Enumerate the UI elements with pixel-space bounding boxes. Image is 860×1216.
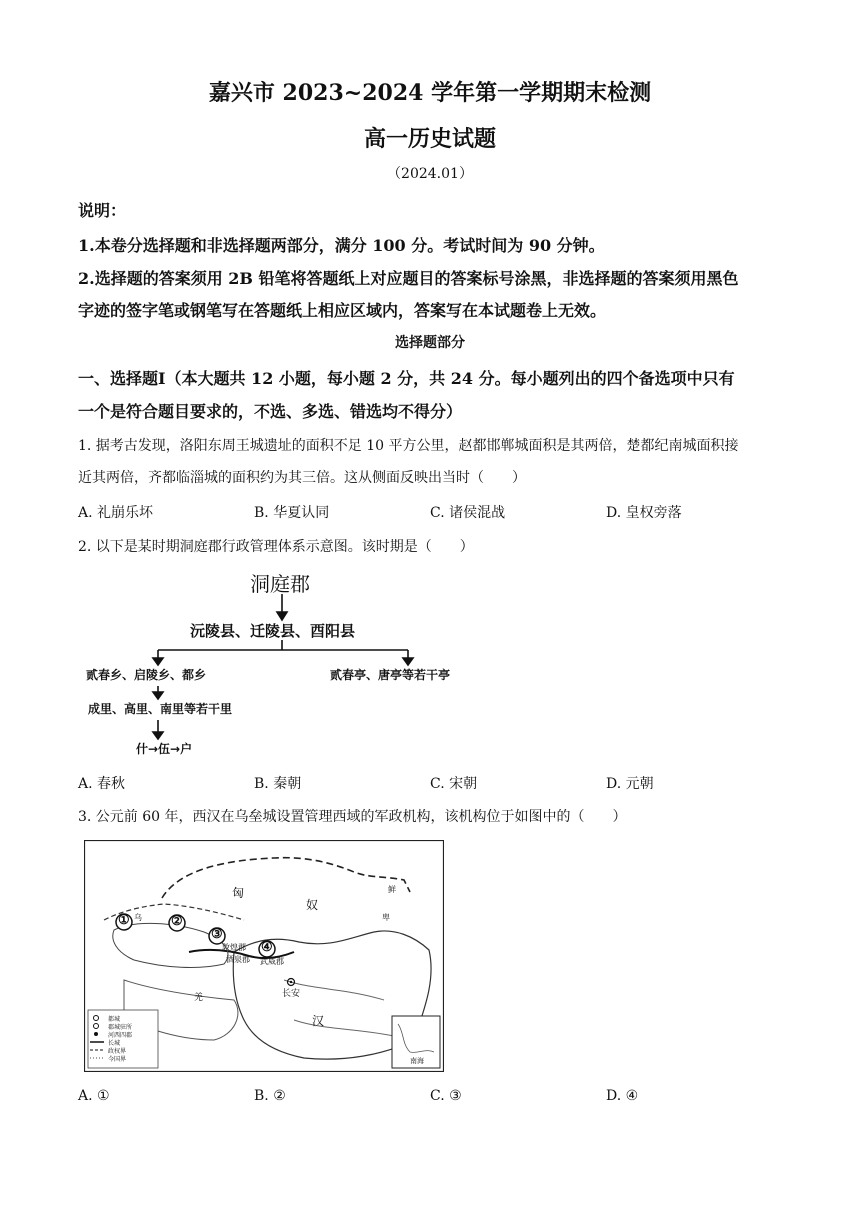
legend-label-modern-border: 今国界 — [108, 1056, 127, 1063]
label-bei: 卑 — [382, 913, 390, 922]
western-han-map — [84, 840, 444, 1072]
arrow-head — [277, 612, 287, 620]
diagram-household: 什→伍→户 — [136, 742, 193, 756]
q1-option-c[interactable]: C. 诸侯混战 — [430, 505, 506, 521]
label-jiuquan: 酒泉郡 — [226, 955, 250, 964]
legend-label-hexi: 河西四郡 — [108, 1032, 133, 1039]
label-south-sea: 南海 — [410, 1057, 424, 1065]
exam-date: （2024.01） — [387, 166, 473, 182]
marker-3: ③ — [211, 927, 223, 942]
q2-option-a[interactable]: A. 春秋 — [78, 776, 126, 792]
q2-admin-diagram — [78, 564, 498, 760]
q1-stem-line-1: 1. 据考古发现，洛阳东周王城遗址的面积不足 10 平方公里，赵都邯郸城面积是其两倍，楚都纪南城面积接 — [78, 438, 739, 454]
arrow-head — [153, 658, 163, 665]
changan-marker-dot — [290, 981, 292, 983]
q2-stem: 2. 以下是某时期洞庭郡行政管理体系示意图。该时期是（ ） — [78, 539, 474, 555]
label-xiongnu-2: 奴 — [306, 898, 319, 912]
instruction-item-2-line-1: 2.选择题的答案须用 2B 铅笔将答题纸上对应题目的答案标号涂黑，非选择题的答案须用黑色 — [78, 269, 739, 288]
arrow-head — [153, 732, 163, 739]
q3-stem: 3. 公元前 60 年，西汉在乌垒城设置管理西域的军政机构，该机构位于如图中的（ ） — [78, 809, 627, 825]
q1-stem-line-2: 近其两倍，齐都临淄城的面积约为其三倍。这从侧面反映出当时（ ） — [78, 470, 526, 486]
legend-label-border: 政权界 — [108, 1048, 127, 1055]
diagram-xiang: 贰春乡、启陵乡、都乡 — [86, 668, 207, 682]
q2-option-c[interactable]: C. 宋朝 — [430, 776, 478, 792]
section-title: 选择题部分 — [395, 335, 465, 351]
legend-label-capital: 都城 — [108, 1016, 121, 1023]
label-han: 汉 — [312, 1014, 325, 1028]
instruction-item-1: 1.本卷分选择题和非选择题两部分，满分 100 分。考试时间为 90 分钟。 — [78, 236, 605, 255]
label-qiang: 羌 — [194, 993, 204, 1003]
q3-option-d[interactable]: D. ④ — [606, 1088, 639, 1104]
diagram-li: 成里、高里、南里等若干里 — [88, 702, 233, 716]
q3-option-a[interactable]: A. ① — [78, 1088, 110, 1104]
instruction-item-2-line-2: 字迹的签字笔或钢笔写在答题纸上相应区域内，答案写在本试题卷上无效。 — [78, 301, 607, 320]
legend-hexi-symbol — [94, 1032, 98, 1036]
marker-4: ④ — [261, 940, 273, 955]
marker-1: ① — [118, 913, 130, 928]
label-xiongnu-1: 匈 — [232, 886, 245, 900]
arrow-head — [153, 692, 163, 699]
diagram-ting: 贰春亭、唐亭等若干亭 — [330, 668, 451, 682]
instructions-heading: 说明： — [78, 201, 127, 220]
q2-option-b[interactable]: B. 秦朝 — [254, 776, 302, 792]
part-heading-line-1: 一、选择题Ⅰ（本大题共 12 小题，每小题 2 分，共 24 分。每小题列出的四个备选项中只有 — [78, 369, 735, 388]
exam-subtitle: 高一历史试题 — [363, 126, 496, 152]
part-heading-line-2: 一个是符合题目要求的，不选、多选、错选均不得分） — [78, 402, 463, 421]
label-wusun: 乌 — [134, 913, 142, 922]
q1-option-d[interactable]: D. 皇权旁落 — [606, 505, 682, 521]
label-wuwei: 武威郡 — [260, 957, 284, 966]
legend-label-wall: 长城 — [108, 1040, 121, 1047]
diagram-commandery: 洞庭郡 — [250, 572, 310, 596]
q1-option-a[interactable]: A. 礼崩乐坏 — [78, 505, 154, 521]
label-dunhuang: 敦煌郡 — [222, 943, 246, 952]
marker-2: ② — [171, 914, 183, 929]
label-xian: 鲜 — [388, 885, 396, 894]
q3-option-b[interactable]: B. ② — [254, 1088, 286, 1104]
q2-option-d[interactable]: D. 元朝 — [606, 776, 654, 792]
diagram-counties: 沅陵县、迁陵县、酉阳县 — [190, 622, 356, 640]
exam-title: 嘉兴市 2023~2024 学年第一学期期末检测 — [208, 80, 652, 106]
label-changan: 长安 — [282, 989, 301, 999]
legend-label-seat: 郡城驻所 — [108, 1024, 133, 1031]
q3-option-c[interactable]: C. ③ — [430, 1088, 462, 1104]
arrow-head — [403, 658, 413, 665]
q1-option-b[interactable]: B. 华夏认同 — [254, 505, 330, 521]
